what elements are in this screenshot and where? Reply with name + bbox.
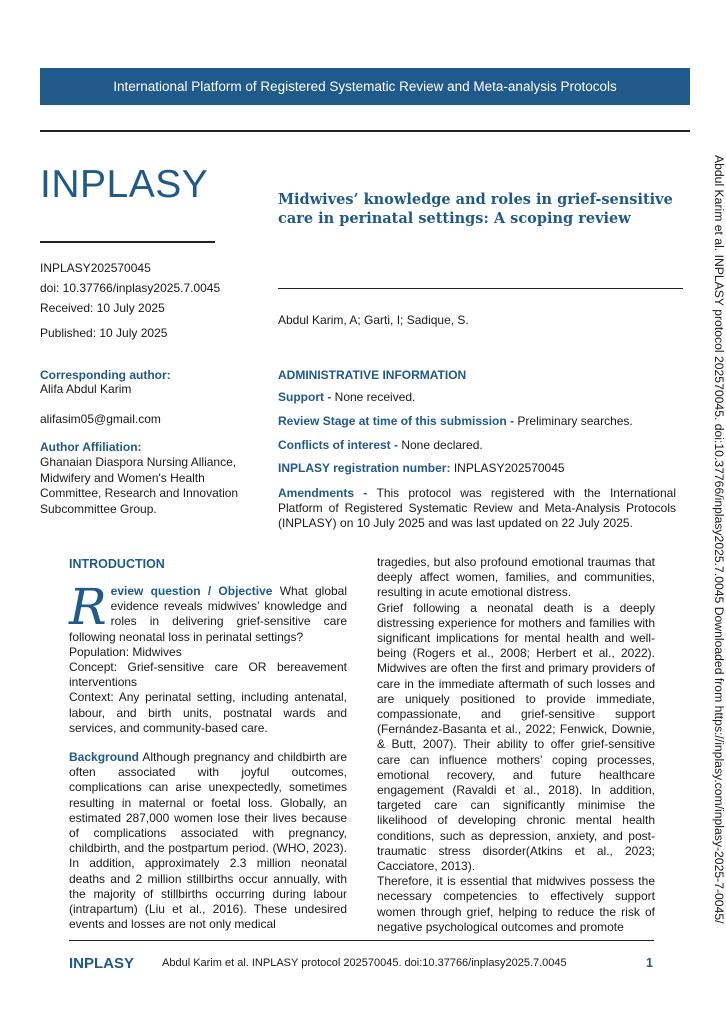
background-paragraph (69, 750, 347, 932)
published-date: Published: 10 July 2025 (40, 326, 168, 340)
background-text: Although pregnancy and childbirth are often associated with joyful outcomes, complications can arise unexpectedly, sometimes resulting in maternal or foetal loss. Globally, an estimated 287,000 women lose their lives because of complications associated with pregnancy, childbirth, and the postpartum period. (WHO, 2023). In addition, approximately 2.3 million neonatal deaths and 2 million stillbirths occur annually, with the majority of stillbirths occurring during labour (intrapartum) (Liu et al., 2016). These undesired events and losses are not only medical (69, 750, 347, 932)
amendments-label: Amendments - (278, 486, 377, 500)
concept-text: Concept: Grief-sensitive care OR bereavement interventions (69, 660, 347, 690)
drop-cap: R (69, 578, 107, 636)
protocol-id: INPLASY202570045 (40, 261, 151, 275)
header-divider (40, 130, 690, 132)
admin-registration (278, 461, 678, 477)
left-column (69, 578, 348, 932)
right-column (377, 555, 655, 935)
doi-text[interactable]: doi: 10.37766/inplasy2025.7.0045 (40, 281, 221, 295)
corresponding-name: Alifa Abdul Karim (40, 382, 132, 396)
body-paragraph-2: Grief following a neonatal death is a deeply distressing experience for mothers and families with significant implications for mental health and well-being (Rogers et al., 2008; Herbert et al., 2022). Midwives are often the first and primary providers of care in the immediate aftermath of such losses and are uniquely positioned to provide immediate, compassionate, and grief-sensitive support (Fernández-Basanta et al., 2022; Fenwick, Downie, & Butt, 2007). Their ability to offer grief-sensitive care can influence mothers’ coping processes, emotional recovery, and future healthcare engagement (Ravaldi et al., 2018). In addition, targeted care can significantly minimise the likelihood of developing chronic mental health conditions, such as depression, anxiety, and post-traumatic stress disorder(Atkins et al., 2023; Cacciatore, 2013). (377, 600, 655, 874)
admin-amendments (278, 486, 676, 531)
population-text: Population: Midwives (69, 644, 182, 659)
received-date: Received: 10 July 2025 (40, 301, 165, 315)
corresponding-email[interactable]: alifasim05@gmail.com (40, 412, 161, 426)
review-question-label: eview question / Objective (110, 584, 273, 598)
brand-divider (40, 241, 215, 243)
body-paragraph-1: tragedies, but also profound emotional traumas that deeply affect women, families, and communities, resulting in acute emotional distress. (377, 555, 655, 600)
review-question-paragraph (69, 578, 348, 645)
admin-support (278, 390, 678, 406)
registration-label: INPLASY registration number: (278, 461, 454, 475)
background-label: Background (69, 750, 140, 765)
context-text: Context: Any perinatal setting, including antenatal, labour, and birth units, postnatal wards and services, and community-based care. (69, 690, 347, 735)
support-value: None received. (334, 390, 416, 404)
introduction-heading: INTRODUCTION (69, 557, 165, 571)
affiliation-heading: Author Affiliation: (40, 440, 142, 454)
support-label: Support - (278, 390, 335, 404)
brand-logo-text: INPLASY (40, 163, 209, 206)
stage-value: Preliminary searches. (517, 414, 633, 428)
side-download-note: Abdul Karim et al. INPLASY protocol 202570045. doi:10.37766/inplasy2025.7.0045 Downloaded from https://inplasy.com/inplasy-2025-7-0045/ (712, 155, 726, 924)
footer-citation: Abdul Karim et al. INPLASY protocol 202570045. doi:10.37766/inplasy2025.7.0045 (162, 957, 567, 969)
author-list: Abdul Karim, A; Garti, I; Sadique, S. (278, 313, 469, 327)
paper-title: Midwives’ knowledge and roles in grief-sensitive care in perinatal settings: A scoping review (278, 191, 673, 227)
corresponding-heading: Corresponding author: (40, 368, 171, 382)
affiliation-text: Ghanaian Diaspora Nursing Alliance, Midwifery and Women's Health Committee, Research and Innovation Subcommittee Group. (40, 455, 239, 516)
stage-label: Review Stage at time of this submission - (278, 414, 518, 428)
page-number: 1 (646, 956, 653, 970)
admin-heading: ADMINISTRATIVE INFORMATION (278, 368, 467, 382)
footer-divider (69, 940, 654, 941)
conflicts-value: None declared. (401, 438, 483, 452)
conflicts-label: Conflicts of interest - (278, 438, 402, 452)
admin-stage (278, 414, 678, 430)
header-banner: International Platform of Registered Systematic Review and Meta-analysis Protocols (40, 68, 690, 105)
footer-brand: INPLASY (69, 955, 135, 972)
admin-conflicts (278, 438, 678, 454)
amendments-value: This protocol was registered with the International Platform of Registered Systematic Review and Meta-Analysis Protocols (INPLASY) on 10 July 2025 and was last updated on 22 July 2025. (278, 486, 676, 530)
review-question-text: What global evidence reveals midwives’ knowledge and roles in delivering grief-sensitive care following neonatal loss in perinatal settings? (69, 584, 348, 644)
title-divider (278, 288, 683, 289)
registration-value: INPLASY202570045 (453, 461, 565, 475)
body-paragraph-3: Therefore, it is essential that midwives possess the necessary competencies to effectively support women through grief, helping to reduce the risk of negative psychological outcomes and promote (377, 874, 655, 934)
